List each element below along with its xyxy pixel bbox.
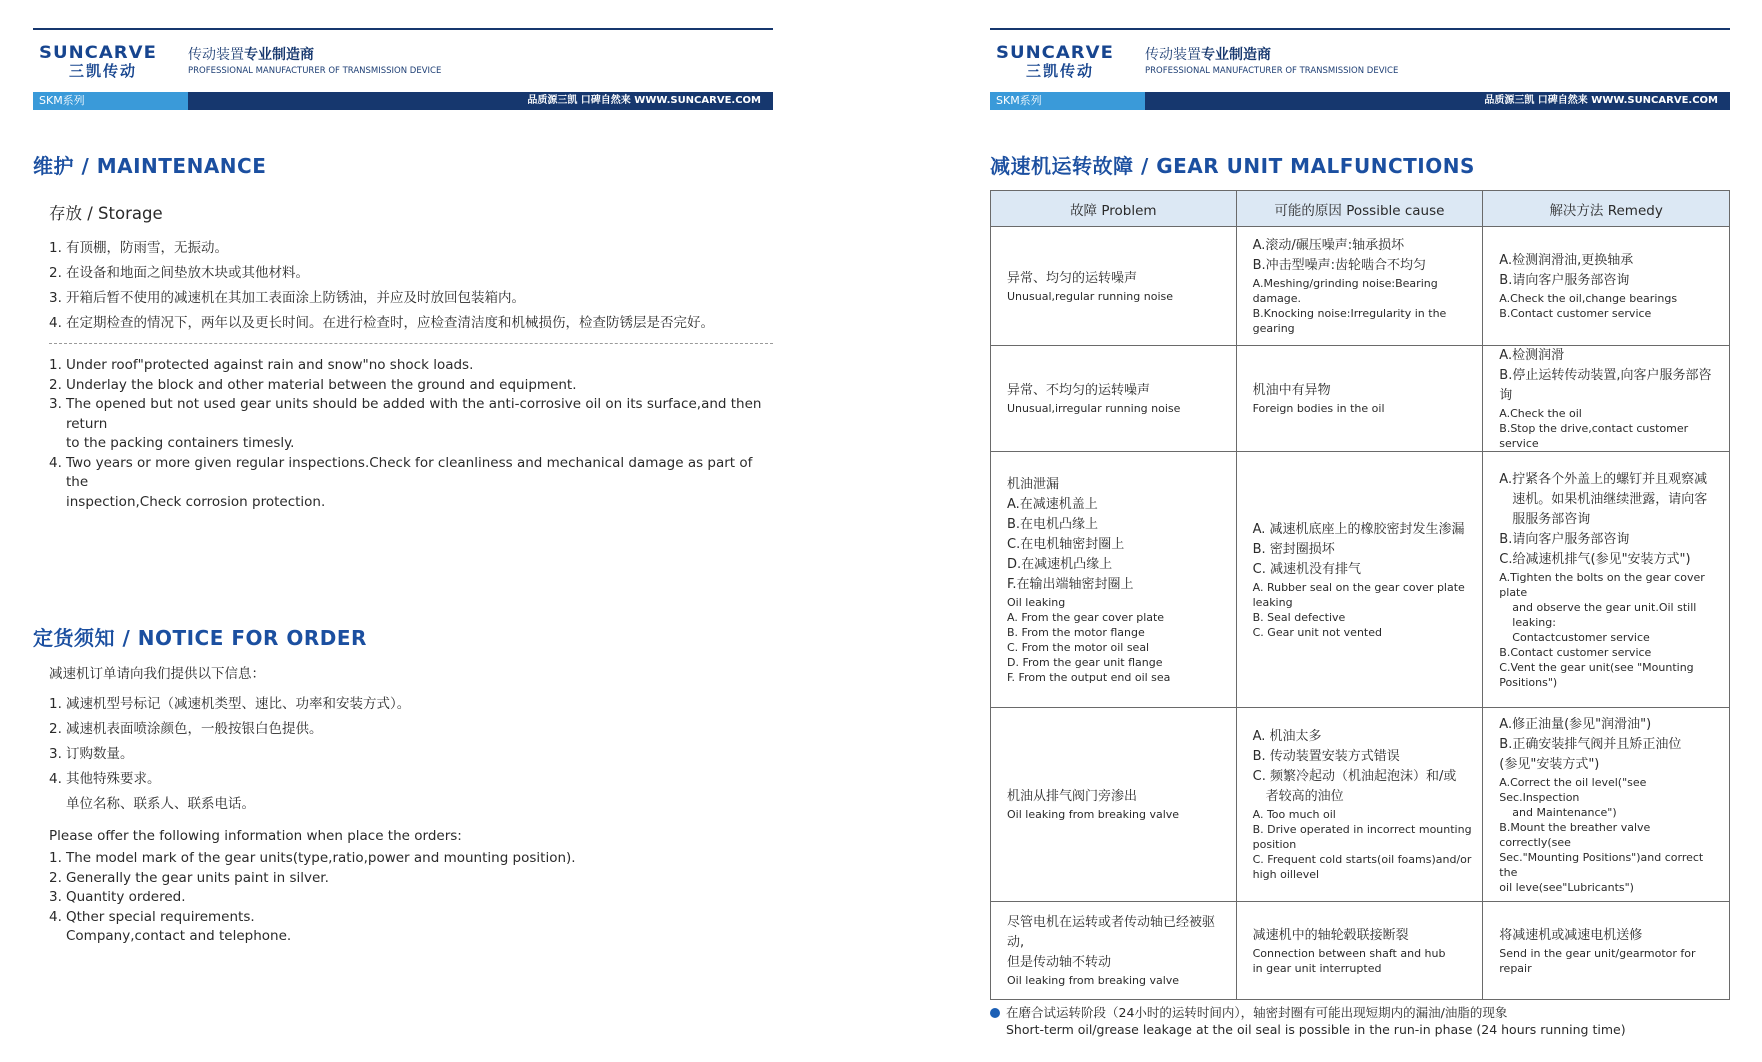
remedy-line: B.请向客户服务部咨询: [1499, 531, 1630, 547]
remedy-cell: [1483, 902, 1730, 1000]
cause-line: A. 减速机底座上的橡胶密封发生渗漏: [1252, 521, 1465, 537]
remedy-line: B.Contact customer service: [1499, 307, 1652, 320]
table-row: [991, 708, 1730, 902]
malfunctions-table: [990, 190, 1730, 1000]
cause-line: A. 机油太多: [1252, 729, 1322, 744]
cause-cell: [1236, 902, 1483, 1000]
remedy-line: and observe the gear unit.Oil still leaking:: [1512, 600, 1697, 629]
problem-cell: [991, 227, 1237, 346]
table-row: [991, 227, 1730, 346]
remedy-cell: [1483, 452, 1730, 708]
brand-logo: [996, 44, 1136, 80]
list-item: 3. Quantity ordered.: [49, 889, 186, 905]
header-remedy: 解决方法 Remedy: [1483, 191, 1730, 227]
problem-line: A.在减速机盖上: [1007, 496, 1098, 512]
cause-line: C. 减速机没有排气: [1252, 561, 1361, 577]
logo-english: SUNCARVE: [39, 42, 157, 63]
remedy-line: 速机。如果机油继续泄露，请向客: [1512, 491, 1708, 507]
header-band: [990, 92, 1730, 110]
table-row: [991, 452, 1730, 708]
table-row: [991, 346, 1730, 452]
list-item: Company,contact and telephone.: [66, 928, 292, 944]
storage-cn-list: [49, 236, 714, 336]
remedy-line: B.停止运转传动装置,向客户服务部咨询: [1499, 368, 1712, 403]
cause-line: C. Gear unit not vented: [1252, 625, 1382, 639]
cause-cell: [1236, 452, 1483, 708]
cause-line: B. Seal defective: [1252, 610, 1346, 624]
problem-line: Unusual,irregular running noise: [1007, 402, 1181, 415]
order-en-list: [49, 849, 576, 947]
list-item: 1. 减速机型号标记（减速机类型、速比、功率和安装方式）。: [49, 696, 411, 712]
logo-english: SUNCARVE: [996, 42, 1114, 63]
order-cn-list: [49, 692, 410, 817]
list-item: 4. Qther special requirements.: [49, 908, 255, 925]
cause-line: A. Rubber seal on the gear cover plate leaking: [1252, 580, 1465, 609]
remedy-line: Contactcustomer service: [1512, 630, 1650, 644]
tagline-cn-bold: 专业制造商: [1201, 47, 1271, 63]
cause-line: in gear unit interrupted: [1252, 961, 1382, 975]
footnote-cn: 在磨合试运转阶段（24小时的运转时间内），轴密封圈有可能出现短期内的漏油/油脂的现象: [1006, 1005, 1508, 1020]
header-rule: [33, 28, 773, 30]
cause-cell: [1236, 227, 1483, 346]
remedy-line: C.给减速机排气(参见"安装方式"): [1499, 551, 1691, 567]
list-item: 1. 有顶棚，防雨雪，无振动。: [49, 240, 228, 256]
problem-line: F. From the output end oil sea: [1007, 670, 1171, 684]
maintenance-title: 维护 / MAINTENANCE: [33, 154, 267, 178]
list-item: 2. Generally the gear units paint in silver.: [49, 869, 329, 886]
header-rule: [990, 28, 1730, 30]
remedy-line: A.Check the oil: [1499, 407, 1582, 420]
problem-line: F.在输出端轴密封圈上: [1007, 576, 1134, 592]
problem-cell: [991, 346, 1237, 452]
problem-line: C. From the motor oil seal: [1007, 640, 1150, 654]
remedy-cell: [1483, 708, 1730, 902]
cause-line: B.冲击型噪声:齿轮啮合不均匀: [1252, 258, 1427, 273]
cause-line: B. Drive operated in incorrect mounting position: [1252, 823, 1472, 851]
problem-line: Oil leaking: [1007, 595, 1066, 609]
cause-line: C. Frequent cold starts(oil foams)and/or high oillevel: [1252, 853, 1472, 881]
cause-line: B.Knocking noise:Irregularity in the gearing: [1252, 307, 1447, 335]
header-band: [33, 92, 773, 110]
cause-line: A. Too much oil: [1252, 808, 1336, 821]
problem-line: C.在电机轴密封圈上: [1007, 536, 1125, 552]
remedy-line: A.Check the oil,change bearings: [1499, 292, 1678, 305]
remedy-line: Sec."Mounting Positions")and correct the: [1499, 850, 1704, 879]
remedy-line: and Maintenance"): [1512, 805, 1617, 819]
brand-logo: [39, 44, 179, 80]
series-label: SKM系列: [33, 92, 188, 110]
tagline-english: PROFESSIONAL MANUFACTURER OF TRANSMISSION DEVICE: [188, 66, 442, 76]
list-item: 3. The opened but not used gear units should be added with the anti-corrosive oil on its surface,and then return to the packing containers timesly.: [49, 396, 762, 451]
cause-line: B. 密封圈损坏: [1252, 541, 1335, 557]
remedy-cell: [1483, 227, 1730, 346]
problem-line: Unusual,regular running noise: [1007, 289, 1174, 303]
header-cause: 可能的原因 Possible cause: [1236, 191, 1483, 227]
problem-line: B.在电机凸缘上: [1007, 516, 1099, 532]
left-page: [33, 0, 773, 1062]
cause-line: Foreign bodies in the oil: [1252, 402, 1385, 415]
problem-cell: [991, 902, 1237, 1000]
problem-line: A. From the gear cover plate: [1007, 610, 1165, 624]
remedy-line: B.正确安装排气阀并且矫正油位: [1499, 736, 1682, 752]
cause-line: C. 频繁冷起动（机油起泡沫）和/或: [1252, 769, 1457, 784]
list-item: 4. 在定期检查的情况下，两年以及更长时间。在进行检查时，应检查清洁度和机械损伤，检查防锈层是否完好。: [49, 315, 714, 331]
remedy-line: A.Tighten the bolts on the gear cover plate: [1499, 570, 1705, 599]
list-item: 单位名称、联系人、联系电话。: [66, 796, 255, 812]
tagline: [1145, 46, 1398, 78]
list-item: 3. 开箱后暂不使用的减速机在其加工表面涂上防锈油，并应及时放回包装箱内。: [49, 290, 525, 306]
tagline-cn-pre: 传动装置: [1145, 47, 1201, 63]
cause-cell: [1236, 708, 1483, 902]
slogan-url: 品质源三凯 口碑自然来 WWW.SUNCARVE.COM: [1484, 95, 1718, 106]
remedy-line: Send in the gear unit/gearmotor for repair: [1499, 946, 1696, 975]
remedy-line: B.Mount the breather valve correctly(see: [1499, 820, 1651, 849]
tagline-cn-pre: 传动装置: [188, 47, 244, 63]
problem-line: 机油泄漏: [1007, 476, 1060, 492]
list-item: 1. The model mark of the gear units(type,ratio,power and mounting position).: [49, 850, 576, 866]
list-item: 4. Two years or more given regular inspections.Check for cleanliness and mechanical damage as part of the inspection,Check corrosion protection.: [49, 454, 753, 510]
remedy-line: 将减速机或减速电机送修: [1499, 927, 1643, 943]
list-item: 2. Underlay the block and other material between the ground and equipment.: [49, 376, 577, 393]
remedy-line: A.Correct the oil level("see Sec.Inspection: [1499, 775, 1647, 804]
storage-en-list: [49, 356, 773, 512]
problem-line: 异常、均匀的运转噪声: [1007, 270, 1138, 286]
series-label: SKM系列: [990, 92, 1145, 110]
remedy-line: 服服务部咨询: [1512, 511, 1591, 527]
problem-line: 但是传动轴不转动: [1007, 955, 1112, 970]
storage-title: 存放 / Storage: [49, 204, 163, 223]
remedy-line: C.Vent the gear unit(see "Mounting Positions"): [1499, 660, 1694, 689]
footnote-en: Short-term oil/grease leakage at the oil seal is possible in the run-in phase (24 hours running time): [1006, 1022, 1626, 1037]
problem-line: D.在减速机凸缘上: [1007, 556, 1113, 572]
list-item: 3. 订购数量。: [49, 746, 134, 762]
list-item: 1. Under roof"protected against rain and snow"no shock loads.: [49, 357, 474, 373]
remedy-line: A.检测润滑油,更换轴承: [1499, 253, 1634, 268]
problem-line: 异常、不均匀的运转噪声: [1007, 383, 1151, 398]
problem-line: D. From the gear unit flange: [1007, 655, 1163, 669]
problem-line: 机油从排气阀门旁渗出: [1007, 789, 1138, 804]
right-page: [990, 0, 1730, 1062]
remedy-cell: [1483, 346, 1730, 452]
remedy-line: A.检测润滑: [1499, 348, 1565, 363]
tagline-english: PROFESSIONAL MANUFACTURER OF TRANSMISSION DEVICE: [1145, 66, 1399, 76]
logo-chinese: 三凯传动: [1026, 62, 1095, 80]
remedy-line: A.拧紧各个外盖上的螺钉并且观察减: [1499, 471, 1708, 487]
remedy-line: B.Stop the drive,contact customer service: [1499, 422, 1689, 450]
problem-line: 尽管电机在运转或者传动轴已经被驱动,: [1007, 915, 1216, 950]
cause-line: A.滚动/碾压噪声:轴承损坏: [1252, 238, 1405, 253]
footnote: [990, 1004, 1730, 1038]
cause-line: 机油中有异物: [1252, 383, 1331, 398]
slogan-url: 品质源三凯 口碑自然来 WWW.SUNCARVE.COM: [527, 95, 761, 106]
order-intro-en: Please offer the following information when place the orders:: [49, 828, 462, 844]
cause-line: B. 传动装置安装方式错误: [1252, 749, 1400, 764]
logo-chinese: 三凯传动: [69, 62, 138, 80]
table-row: [991, 902, 1730, 1000]
order-title: 定货须知 / NOTICE FOR ORDER: [33, 626, 367, 650]
cause-line: 者较高的油位: [1265, 789, 1344, 804]
list-item: 2. 在设备和地面之间垫放木块或其他材料。: [49, 265, 309, 281]
problem-cell: [991, 708, 1237, 902]
tagline-cn-bold: 专业制造商: [244, 47, 314, 63]
cause-line: A.Meshing/grinding noise:Bearing damage.: [1252, 277, 1438, 305]
problem-line: B. From the motor flange: [1007, 625, 1145, 639]
remedy-line: A.修正油量(参见"润滑油"): [1499, 716, 1652, 732]
bullet-dot-icon: [990, 1008, 1000, 1018]
list-item: 4. 其他特殊要求。: [49, 771, 161, 787]
cause-cell: [1236, 346, 1483, 452]
cause-line: Connection between shaft and hub: [1252, 946, 1446, 960]
problem-line: Oil leaking from breaking valve: [1007, 974, 1180, 987]
tagline: [188, 46, 441, 78]
remedy-line: (参见"安装方式"): [1499, 756, 1600, 772]
remedy-line: oil leve(see"Lubricants"): [1499, 880, 1634, 894]
header-problem: 故障 Problem: [991, 191, 1237, 227]
dotted-divider: [49, 343, 773, 344]
problem-line: Oil leaking from breaking valve: [1007, 808, 1180, 821]
remedy-line: B.请向客户服务部咨询: [1499, 273, 1630, 288]
malfunctions-title: 减速机运转故障 / GEAR UNIT MALFUNCTIONS: [990, 154, 1475, 178]
list-item: 2. 减速机表面喷涂颜色，一般按银白色提供。: [49, 721, 323, 737]
remedy-line: B.Contact customer service: [1499, 645, 1652, 659]
cause-line: 减速机中的轴轮毂联接断裂: [1252, 927, 1409, 943]
problem-cell: [991, 452, 1237, 708]
table-header-row: [991, 191, 1730, 227]
order-intro-cn: 减速机订单请向我们提供以下信息：: [49, 666, 265, 682]
